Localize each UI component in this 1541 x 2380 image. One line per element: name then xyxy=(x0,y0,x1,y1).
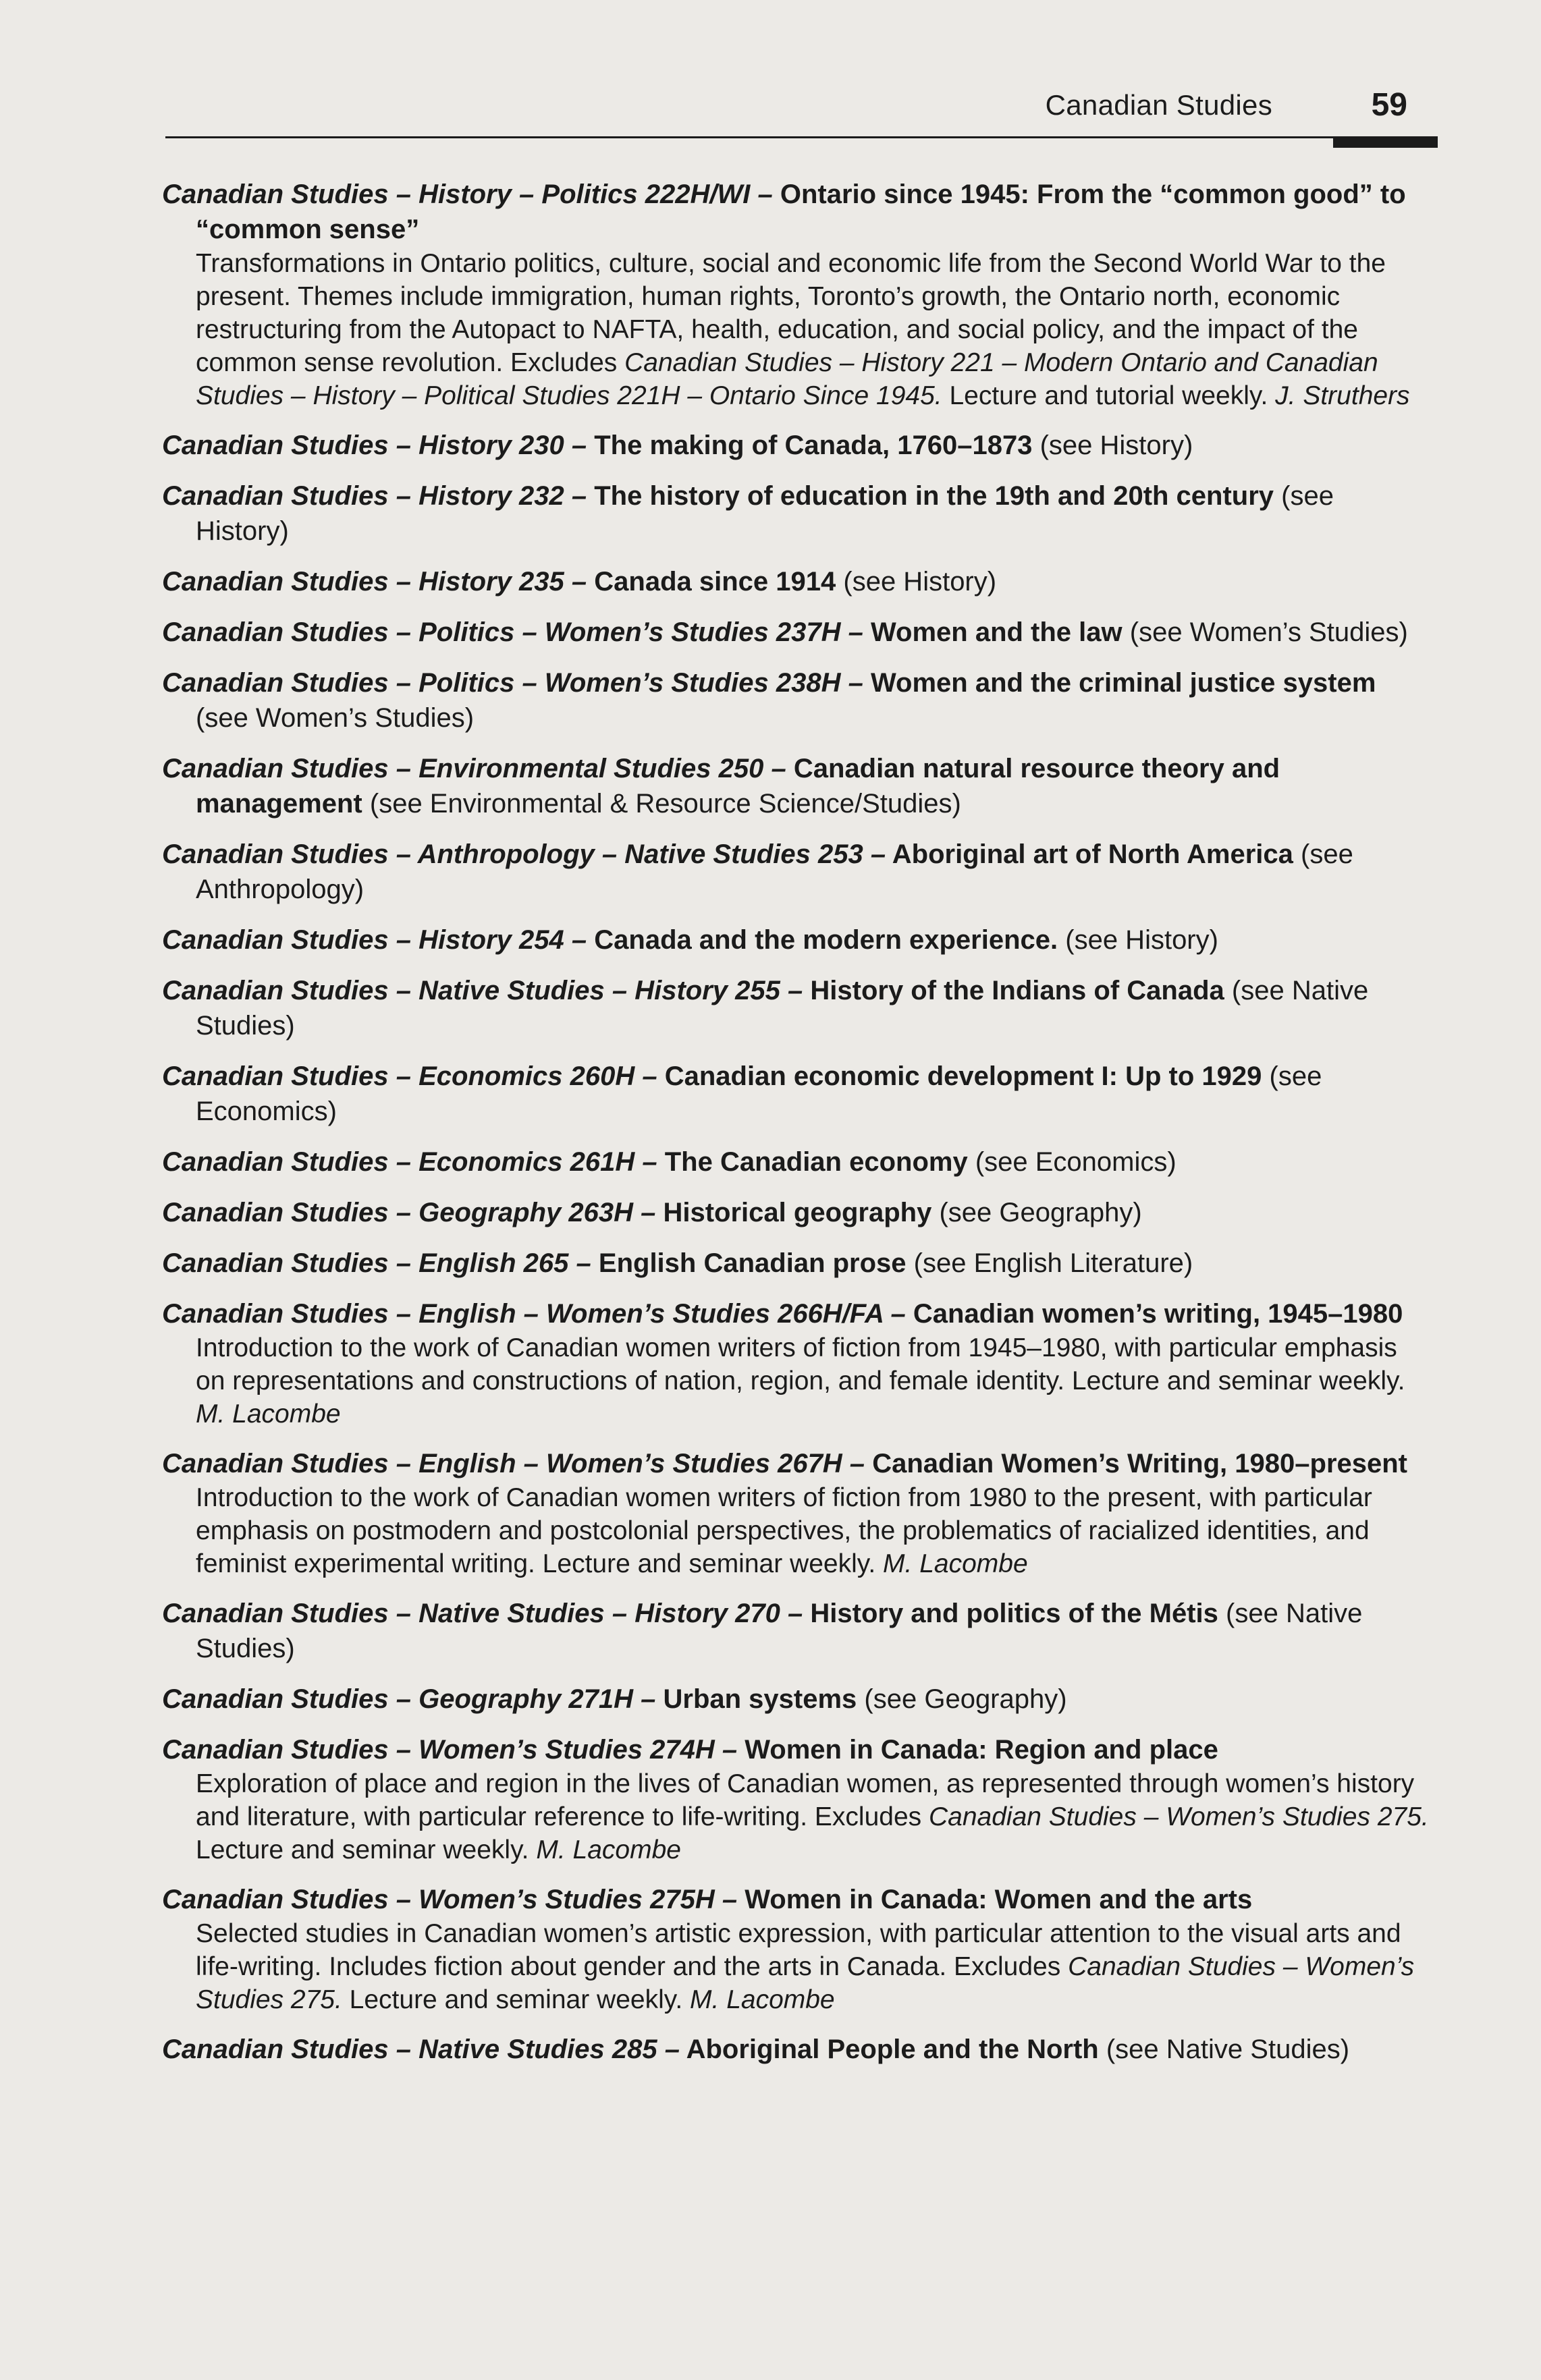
see-reference: (see History) xyxy=(1039,431,1193,460)
course-code: Canadian Studies – Native Studies – History 270 – xyxy=(162,1599,803,1628)
course-entry xyxy=(162,1059,1431,1129)
see-reference: (see History) xyxy=(843,567,997,597)
course-description xyxy=(162,1481,1431,1580)
see-reference: (see English Literature) xyxy=(913,1248,1193,1278)
course-heading xyxy=(162,615,1431,650)
course-entry xyxy=(162,1732,1431,1866)
see-reference: (see Women’s Studies) xyxy=(196,703,475,733)
description-italic: M. Lacombe xyxy=(536,1835,681,1864)
course-code: Canadian Studies – Anthropology – Native Studies 253 – xyxy=(162,839,886,869)
course-title: The making of Canada, 1760–1873 xyxy=(594,431,1033,460)
course-entry xyxy=(162,1682,1431,1717)
course-entry xyxy=(162,478,1431,549)
course-code: Canadian Studies – Women’s Studies 275H – xyxy=(162,1885,738,1914)
course-heading xyxy=(162,665,1431,736)
course-title: The Canadian economy xyxy=(664,1147,968,1177)
course-heading xyxy=(162,751,1431,821)
course-title: Ontario since 1945: From the “common good” to “common sense” xyxy=(196,179,1406,244)
course-heading xyxy=(162,1195,1431,1230)
description-text: Transformations in Ontario politics, culture, social and economic life from the Second World War to the present. Themes include immigration, human rights, Toronto’s growth, the Ontario north, economic restructuring from the Autopact to NAFTA, health, education, and social policy, and the impact of the common sense revolution. Excludes xyxy=(196,249,1386,377)
course-title: Women in Canada: Women and the arts xyxy=(745,1885,1253,1914)
course-title: Aboriginal art of North America xyxy=(892,839,1293,869)
course-title: Canada and the modern experience. xyxy=(594,925,1058,955)
see-reference: (see Native Studies) xyxy=(1106,2035,1350,2064)
course-entry xyxy=(162,615,1431,650)
course-title: History and politics of the Métis xyxy=(810,1599,1218,1628)
course-title: Canada since 1914 xyxy=(594,567,836,597)
course-title: Urban systems xyxy=(663,1684,857,1714)
description-text: Introduction to the work of Canadian women writers of fiction from 1980 to the present, with particular emphasis on postmodern and postcolonial perspectives, the problematics of racialized identities, and feminist experimental writing. Lecture and seminar weekly. xyxy=(196,1483,1372,1578)
see-reference: (see Geography) xyxy=(864,1684,1067,1714)
course-code: Canadian Studies – English – Women’s Studies 266H/FA – xyxy=(162,1299,906,1329)
course-title: Aboriginal People and the North xyxy=(686,2035,1099,2064)
description-italic: M. Lacombe xyxy=(690,1985,835,2014)
course-heading xyxy=(162,177,1431,247)
course-heading xyxy=(162,564,1431,599)
course-heading xyxy=(162,837,1431,907)
course-code: Canadian Studies – Native Studies 285 – xyxy=(162,2035,680,2064)
see-reference: (see Economics) xyxy=(196,1061,1322,1126)
see-reference: (see Economics) xyxy=(975,1147,1177,1177)
course-heading xyxy=(162,1732,1431,1767)
course-title: Canadian natural resource theory and management xyxy=(196,754,1280,819)
course-code: Canadian Studies – Geography 263H – xyxy=(162,1198,656,1227)
course-code: Canadian Studies – Native Studies – History 255 – xyxy=(162,976,803,1005)
course-code: Canadian Studies – Politics – Women’s Studies 238H – xyxy=(162,668,863,698)
course-title: Historical geography xyxy=(663,1198,932,1227)
course-heading xyxy=(162,1296,1431,1331)
see-reference: (see History) xyxy=(196,481,1334,546)
description-italic: J. Struthers xyxy=(1275,381,1410,410)
course-description xyxy=(162,247,1431,412)
course-code: Canadian Studies – English – Women’s Studies 267H – xyxy=(162,1449,865,1478)
course-code: Canadian Studies – Women’s Studies 274H – xyxy=(162,1735,738,1765)
course-entry xyxy=(162,1246,1431,1281)
course-heading xyxy=(162,1882,1431,1917)
page-number: 59 xyxy=(1371,87,1407,123)
see-reference: (see Geography) xyxy=(939,1198,1142,1227)
running-head: Canadian Studies xyxy=(1045,89,1272,121)
description-text: Introduction to the work of Canadian women writers of fiction from 1945–1980, with particular emphasis on representations and constructions of nation, region, and female identity. Lecture and seminar weekly. xyxy=(196,1333,1405,1395)
course-entry xyxy=(162,751,1431,821)
course-entry xyxy=(162,428,1431,463)
description-italic: Canadian Studies – History 221 – Modern Ontario and Canadian Studies – History – Political Studies 221H – Ontario Since 1945. xyxy=(196,348,1378,410)
course-code: Canadian Studies – English 265 – xyxy=(162,1248,591,1278)
description-text: Lecture and tutorial weekly. xyxy=(942,381,1276,410)
course-entry xyxy=(162,1446,1431,1580)
course-title: Canadian economic development I: Up to 1929 xyxy=(664,1061,1262,1091)
description-italic: Canadian Studies – Women’s Studies 275. xyxy=(928,1802,1429,1831)
course-code: Canadian Studies – Economics 260H – xyxy=(162,1061,657,1091)
header-rule xyxy=(165,136,1438,138)
course-heading xyxy=(162,1682,1431,1717)
course-entry xyxy=(162,665,1431,736)
course-title: Canadian Women’s Writing, 1980–present xyxy=(872,1449,1407,1478)
course-heading xyxy=(162,478,1431,549)
course-entry xyxy=(162,564,1431,599)
course-description xyxy=(162,1917,1431,2016)
course-code: Canadian Studies – History 254 – xyxy=(162,925,587,955)
page-header xyxy=(165,81,1438,148)
course-title: Women in Canada: Region and place xyxy=(745,1735,1218,1765)
course-heading xyxy=(162,1446,1431,1481)
course-heading xyxy=(162,922,1431,958)
course-code: Canadian Studies – History – Politics 222H/WI – xyxy=(162,179,773,209)
description-italic: Canadian Studies – Women’s Studies 275. xyxy=(196,1952,1415,2014)
course-title: Canadian women’s writing, 1945–1980 xyxy=(913,1299,1403,1329)
see-reference: (see Native Studies) xyxy=(196,1599,1363,1663)
course-code: Canadian Studies – Politics – Women’s Studies 237H – xyxy=(162,617,863,647)
course-entry xyxy=(162,1195,1431,1230)
course-entry xyxy=(162,973,1431,1043)
course-heading xyxy=(162,2032,1431,2067)
course-entry xyxy=(162,2032,1431,2067)
course-code: Canadian Studies – History 235 – xyxy=(162,567,587,597)
course-title: Women and the criminal justice system xyxy=(871,668,1376,698)
course-code: Canadian Studies – Economics 261H – xyxy=(162,1147,657,1177)
course-heading xyxy=(162,1059,1431,1129)
see-reference: (see Native Studies) xyxy=(196,976,1369,1041)
see-reference: (see Women’s Studies) xyxy=(1129,617,1408,647)
course-heading xyxy=(162,428,1431,463)
description-italic: M. Lacombe xyxy=(196,1400,341,1429)
course-list xyxy=(162,177,1431,2343)
course-entry xyxy=(162,922,1431,958)
course-code: Canadian Studies – Environmental Studies 250 – xyxy=(162,754,786,783)
description-text: Exploration of place and region in the lives of Canadian women, as represented through women’s history and literature, with particular reference to life-writing. Excludes xyxy=(196,1769,1415,1831)
course-entry xyxy=(162,1296,1431,1431)
course-heading xyxy=(162,1596,1431,1666)
course-heading xyxy=(162,973,1431,1043)
see-reference: (see Environmental & Resource Science/Studies) xyxy=(369,789,961,819)
course-entry xyxy=(162,1882,1431,2016)
course-entry xyxy=(162,1144,1431,1180)
description-text: Selected studies in Canadian women’s artistic expression, with particular attention to the visual arts and life-writing. Includes fiction about gender and the arts in Canada. Excludes xyxy=(196,1919,1401,1981)
see-reference: (see History) xyxy=(1065,925,1218,955)
header-bar xyxy=(1333,136,1438,148)
course-code: Canadian Studies – Geography 271H – xyxy=(162,1684,656,1714)
course-heading xyxy=(162,1246,1431,1281)
course-title: History of the Indians of Canada xyxy=(810,976,1224,1005)
course-heading xyxy=(162,1144,1431,1180)
course-title: English Canadian prose xyxy=(598,1248,907,1278)
course-code: Canadian Studies – History 232 – xyxy=(162,481,587,511)
description-text: Lecture and seminar weekly. xyxy=(196,1835,537,1864)
course-title: Women and the law xyxy=(871,617,1123,647)
course-entry xyxy=(162,177,1431,412)
course-title: The history of education in the 19th and 20th century xyxy=(594,481,1274,511)
description-text: Lecture and seminar weekly. xyxy=(342,1985,691,2014)
course-entry xyxy=(162,1596,1431,1666)
course-description xyxy=(162,1331,1431,1431)
course-description xyxy=(162,1767,1431,1866)
see-reference: (see Anthropology) xyxy=(196,839,1353,904)
description-italic: M. Lacombe xyxy=(883,1549,1028,1578)
course-code: Canadian Studies – History 230 – xyxy=(162,431,587,460)
course-entry xyxy=(162,837,1431,907)
